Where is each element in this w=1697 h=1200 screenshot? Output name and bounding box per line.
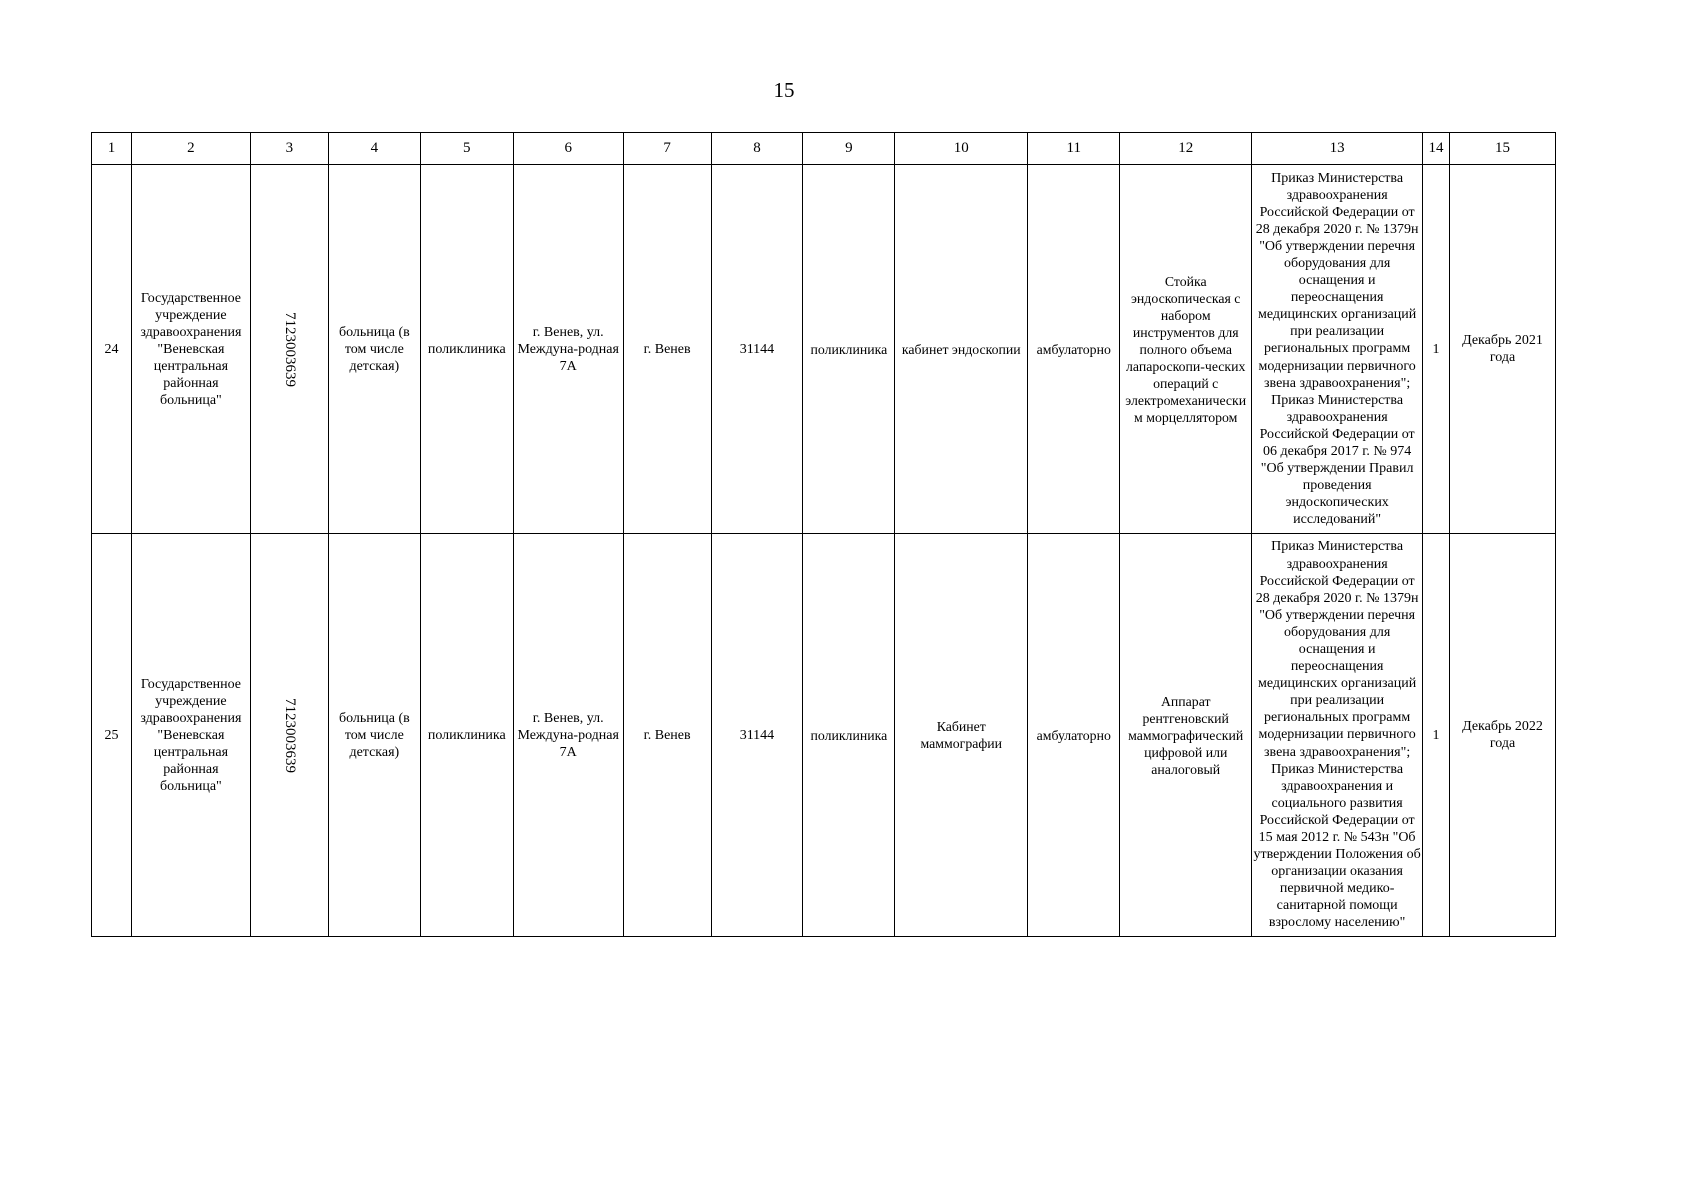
column-header: 4 [328, 133, 420, 165]
column-header: 15 [1450, 133, 1556, 165]
column-header: 9 [803, 133, 895, 165]
unit: поликлиника [803, 534, 895, 937]
column-header: 6 [513, 133, 623, 165]
locality: г. Венев [623, 165, 711, 534]
subdivision: поликлиника [420, 534, 513, 937]
unit: поликлиника [803, 165, 895, 534]
quantity: 1 [1423, 165, 1450, 534]
row-number: 25 [92, 534, 132, 937]
room: Кабинет маммографии [895, 534, 1028, 937]
room: кабинет эндоскопии [895, 165, 1028, 534]
equipment-table [91, 132, 1556, 937]
column-header: 8 [711, 133, 803, 165]
table-header-row [92, 133, 1556, 165]
care-form: амбулаторно [1028, 534, 1120, 937]
row-number: 24 [92, 165, 132, 534]
inn-value: 7123003639 [281, 697, 298, 773]
column-header: 1 [92, 133, 132, 165]
organization-name: Государственное учреждение здравоохранения "Веневская центральная районная больница" [131, 165, 250, 534]
column-header: 10 [895, 133, 1028, 165]
care-form: амбулаторно [1028, 165, 1120, 534]
quantity: 1 [1423, 534, 1450, 937]
deadline-date: Декабрь 2022 года [1450, 534, 1556, 937]
page-number: 15 [773, 78, 795, 102]
inn-cell [250, 165, 328, 534]
address: г. Венев, ул. Междуна-родная 7А [513, 165, 623, 534]
deadline-date: Декабрь 2021 года [1450, 165, 1556, 534]
regulatory-documents: Приказ Министерства здравоохранения Российской Федерации от 28 декабря 2020 г. № 1379н "Об утверждении перечня оборудования для оснащения и переоснащения медицинских организаций при реализации региональных программ модернизации первичного звена здравоохранения"; Приказ Министерства здравоохранения Российской Федерации от 06 декабря 2017 г. № 974 "Об утверждении Правил проведения эндоскопических исследований" [1252, 165, 1423, 534]
equipment: Стойка эндоскопическая с набором инструментов для полного объема лапароскопи-ческих операций с электромеханически м морцеллятором [1120, 165, 1252, 534]
column-header: 12 [1120, 133, 1252, 165]
column-header: 2 [131, 133, 250, 165]
facility-type: больница (в том числе детская) [328, 534, 420, 937]
code: 31144 [711, 534, 803, 937]
inn-value: 7123003639 [281, 311, 298, 387]
column-header: 5 [420, 133, 513, 165]
organization-name: Государственное учреждение здравоохранения "Веневская центральная районная больница" [131, 534, 250, 937]
column-header: 14 [1423, 133, 1450, 165]
locality: г. Венев [623, 534, 711, 937]
code: 31144 [711, 165, 803, 534]
subdivision: поликлиника [420, 165, 513, 534]
address: г. Венев, ул. Междуна-родная 7А [513, 534, 623, 937]
table-row [92, 165, 1556, 534]
inn-cell [250, 534, 328, 937]
column-header: 13 [1252, 133, 1423, 165]
column-header: 11 [1028, 133, 1120, 165]
table-row [92, 534, 1556, 937]
regulatory-documents: Приказ Министерства здравоохранения Российской Федерации от 28 декабря 2020 г. № 1379н "Об утверждении перечня оборудования для оснащения и переоснащения медицинских организаций при реализации региональных программ модернизации первичного звена здравоохранения"; Приказ Министерства здравоохранения и социального развития Российской Федерации от 15 мая 2012 г. № 543н "Об утверждении Положения об организации оказания первичной медико-санитарной помощи взрослому населению" [1252, 534, 1423, 937]
column-header: 7 [623, 133, 711, 165]
equipment: Аппарат рентгеновский маммографический цифровой или аналоговый [1120, 534, 1252, 937]
column-header: 3 [250, 133, 328, 165]
facility-type: больница (в том числе детская) [328, 165, 420, 534]
